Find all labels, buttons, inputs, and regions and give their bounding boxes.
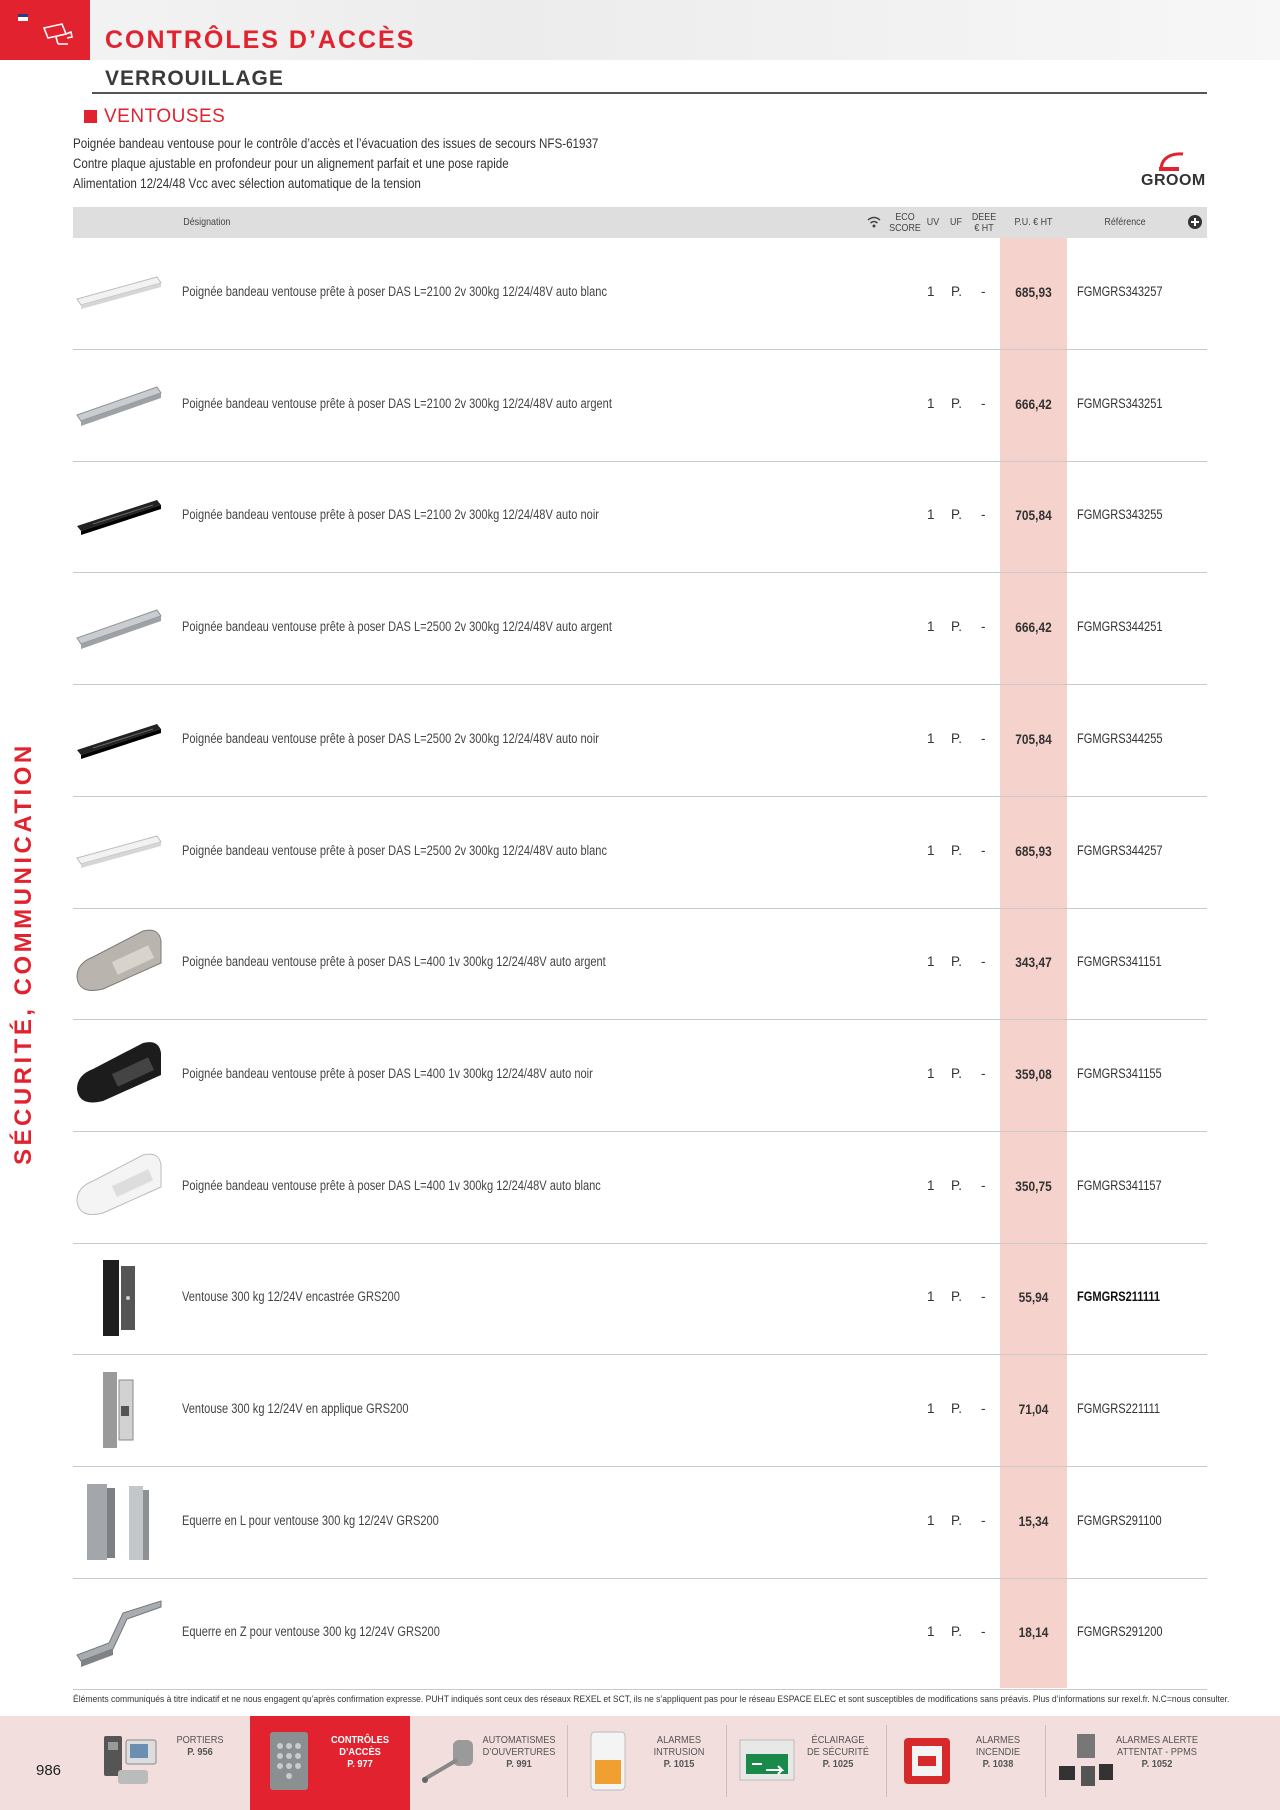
product-uf: P. (951, 1624, 963, 1640)
product-image (73, 365, 163, 445)
footer-nav-item[interactable] (1047, 1716, 1207, 1810)
product-reference[interactable]: FGMGRS343257 (1077, 284, 1163, 299)
section-title: VENTOUSES (104, 106, 226, 127)
product-designation: Ventouse 300 kg 12/24V en applique GRS200 (182, 1401, 409, 1416)
product-designation: Poignée bandeau ventouse prête à poser DAS L=2500 2v 300kg 12/24/48V auto noir (182, 730, 599, 746)
product-reference[interactable]: FGMGRS344251 (1077, 619, 1163, 635)
footer-nav-line1: ALARMES ALERTE (1115, 1734, 1199, 1746)
product-uv: 1 (927, 842, 935, 858)
product-deee: - (981, 954, 986, 970)
product-image (73, 700, 163, 780)
table-row[interactable] (73, 1355, 1207, 1467)
footer-nav-line1: ÉCLAIRAGE (811, 1734, 865, 1746)
footer-nav-line2: ATTENTAT - PPMS (1117, 1746, 1197, 1758)
section-description-line: Alimentation 12/24/48 Vcc avec sélection automatique de la tension (73, 176, 421, 191)
footer-separator (886, 1725, 887, 1797)
product-designation: Poignée bandeau ventouse prête à poser DAS L=400 1v 300kg 12/24/48V auto noir (182, 1065, 593, 1081)
product-deee: - (981, 1065, 986, 1081)
product-price: 359,08 (1015, 1065, 1052, 1082)
exit-sign-icon (736, 1730, 796, 1792)
table-row[interactable] (73, 685, 1207, 797)
product-uv: 1 (927, 954, 935, 970)
table-row[interactable] (73, 1020, 1207, 1132)
table-row[interactable] (73, 1578, 1207, 1690)
product-reference[interactable]: FGMGRS343251 (1077, 395, 1163, 411)
product-uv: 1 (927, 1512, 935, 1528)
footer-nav-page: P. 991 (506, 1758, 532, 1770)
page-number: 986 (36, 1762, 62, 1779)
footer-nav-label (316, 1734, 404, 1770)
product-image (73, 588, 163, 668)
footer-nav-label (1113, 1734, 1201, 1770)
product-price: 15,34 (1018, 1512, 1049, 1529)
product-uf: P. (951, 842, 963, 858)
footer-nav-label (794, 1734, 882, 1770)
product-designation: Poignée bandeau ventouse prête à poser DAS L=2100 2v 300kg 12/24/48V auto noir (182, 507, 599, 523)
footer-nav-label (475, 1734, 563, 1770)
product-image (73, 1593, 163, 1673)
cctv-camera-icon (40, 22, 74, 46)
keypad-icon (258, 1730, 318, 1792)
footer-separator (726, 1725, 727, 1797)
section-description-line: Contre plaque ajustable en profondeur pour un alignement parfait et une pose rapide (73, 156, 509, 171)
footer-nav-line2: INTRUSION (653, 1746, 704, 1758)
product-price: 350,75 (1015, 1177, 1052, 1194)
product-uf: P. (951, 1289, 963, 1305)
col-header-reference: Référence (1104, 216, 1146, 228)
footer-nav-item[interactable] (569, 1716, 729, 1810)
product-price: 705,84 (1015, 730, 1052, 747)
product-uv: 1 (927, 1177, 935, 1193)
product-uf: P. (951, 954, 963, 970)
product-price: 343,47 (1015, 954, 1052, 971)
footer-nav-line2: INCENDIE (975, 1746, 1020, 1758)
product-uv: 1 (927, 1401, 935, 1416)
product-deee: - (981, 730, 986, 746)
siren-icon (577, 1730, 637, 1792)
product-deee: - (981, 507, 986, 523)
product-uv: 1 (927, 619, 935, 635)
footer-nav-item[interactable] (250, 1716, 410, 1810)
product-designation: Ventouse 300 kg 12/24V encastrée GRS200 (182, 1289, 400, 1305)
product-reference[interactable]: FGMGRS341151 (1077, 954, 1162, 970)
table-row[interactable] (73, 1243, 1207, 1355)
section-bullet (84, 110, 97, 123)
product-image (73, 476, 163, 556)
col-header-designation: Désignation (183, 216, 231, 228)
product-image (73, 1370, 163, 1450)
wifi-icon (867, 216, 881, 228)
product-reference[interactable]: FGMGRS341155 (1077, 1065, 1162, 1081)
page-subtitle: VERROUILLAGE (105, 67, 284, 90)
footer-nav-page: P. 1052 (1141, 1758, 1173, 1770)
col-header-eco-score: ECO SCORE (889, 210, 921, 234)
product-deee: - (981, 284, 986, 299)
col-header-uf: UF (950, 216, 962, 228)
product-reference[interactable]: FGMGRS343255 (1077, 507, 1163, 523)
brand-name: GROOM (1141, 172, 1206, 189)
product-deee: - (981, 1289, 986, 1305)
footer-nav-line1: AUTOMATISMES (482, 1734, 556, 1746)
footer-nav-line1: PORTIERS (176, 1734, 224, 1746)
product-designation: Poignée bandeau ventouse prête à poser DAS L=2500 2v 300kg 12/24/48V auto argent (182, 619, 612, 635)
product-designation: Poignée bandeau ventouse prête à poser DAS L=2100 2v 300kg 12/24/48V auto blanc (182, 284, 607, 299)
fire-call-point-icon (896, 1730, 956, 1792)
product-reference[interactable]: FGMGRS341157 (1077, 1177, 1162, 1193)
page-title: CONTRÔLES D’ACCÈS (105, 26, 416, 54)
product-deee: - (981, 1177, 986, 1193)
footer-nav-label (635, 1734, 723, 1770)
product-reference[interactable]: FGMGRS221111 (1077, 1401, 1161, 1416)
product-image (73, 1035, 163, 1115)
product-deee: - (981, 1624, 986, 1640)
product-price: 666,42 (1015, 395, 1052, 412)
intercom-icon (98, 1730, 158, 1792)
table-row[interactable] (73, 573, 1207, 685)
product-reference[interactable]: FGMGRS291100 (1077, 1512, 1162, 1528)
footer-nav-item[interactable] (888, 1716, 1048, 1810)
product-uf: P. (951, 1401, 963, 1416)
product-price: 55,94 (1018, 1289, 1049, 1306)
product-uf: P. (951, 619, 963, 635)
col-header-deee: DEEE € HT (971, 210, 997, 234)
footer-nav-label (954, 1734, 1042, 1770)
product-designation: Poignée bandeau ventouse prête à poser DAS L=400 1v 300kg 12/24/48V auto argent (182, 954, 606, 970)
product-uf: P. (951, 395, 963, 411)
product-designation: Equerre en Z pour ventouse 300 kg 12/24V GRS200 (182, 1624, 440, 1640)
footer-nav-item[interactable] (90, 1716, 250, 1810)
product-price: 705,84 (1015, 507, 1052, 524)
product-uf: P. (951, 507, 963, 523)
footer-nav-line2: D’OUVERTURES (482, 1746, 556, 1758)
col-header-price: P.U. € HT (1014, 216, 1053, 228)
table-row[interactable] (73, 1467, 1207, 1579)
product-designation: Poignée bandeau ventouse prête à poser DAS L=400 1v 300kg 12/24/48V auto blanc (182, 1177, 601, 1193)
footer-nav-page: P. 1025 (822, 1758, 854, 1770)
product-uf: P. (951, 284, 963, 299)
disclaimer: Éléments communiqués à titre indicatif et ne nous engagent qu’après confirmation expresse. PUHT indiqués sont ceux des réseaux REXEL et SCT, ils ne s’appliquent pas pour le réseau ESPACE ELEC et sont susceptibles de modifications sans préavis. Plus d’informations sur rexel.fr. N.C=nous consulter. (73, 1694, 1230, 1705)
footer-separator (567, 1725, 568, 1797)
product-deee: - (981, 1401, 986, 1416)
footer-nav-item[interactable] (728, 1716, 888, 1810)
product-image (73, 253, 163, 333)
col-header-uv: UV (926, 216, 940, 228)
product-reference[interactable]: FGMGRS344255 (1077, 730, 1163, 746)
product-image (73, 923, 163, 1003)
product-uv: 1 (927, 1065, 935, 1081)
side-category-label: SÉCURITÉ, COMMUNICATION (10, 742, 37, 1165)
section-description-line: Poignée bandeau ventouse pour le contrôle d’accès et l’évacuation des issues de secours NFS-61937 (73, 136, 599, 151)
footer-nav-item[interactable] (409, 1716, 569, 1810)
footer-nav-line1: CONTRÔLES (330, 1734, 389, 1746)
table-row[interactable] (73, 797, 1207, 909)
product-uv: 1 (927, 730, 935, 746)
product-image (73, 1482, 163, 1562)
groom-logo-icon (1157, 150, 1187, 172)
table-row[interactable] (73, 350, 1207, 462)
footer-nav-line1: ALARMES (656, 1734, 701, 1746)
product-uf: P. (951, 1065, 963, 1081)
product-deee: - (981, 619, 986, 635)
product-price: 685,93 (1015, 842, 1052, 859)
product-uv: 1 (927, 1289, 935, 1305)
gate-motor-icon (417, 1730, 477, 1792)
product-uf: P. (951, 1512, 963, 1528)
product-designation: Equerre en L pour ventouse 300 kg 12/24V GRS200 (182, 1512, 439, 1528)
flag-icon (18, 14, 28, 24)
product-uv: 1 (927, 1624, 935, 1640)
product-image (73, 1258, 163, 1338)
product-reference[interactable]: FGMGRS211111 (1077, 1289, 1161, 1305)
footer-nav-label (156, 1734, 244, 1758)
table-row[interactable] (73, 238, 1207, 350)
product-designation: Poignée bandeau ventouse prête à poser DAS L=2100 2v 300kg 12/24/48V auto argent (182, 395, 612, 411)
table-row[interactable] (73, 461, 1207, 573)
table-row[interactable] (73, 1132, 1207, 1244)
product-deee: - (981, 1512, 986, 1528)
product-reference[interactable]: FGMGRS344257 (1077, 842, 1163, 858)
footer-nav-page: P. 1015 (663, 1758, 694, 1770)
product-price: 685,93 (1015, 284, 1052, 300)
product-deee: - (981, 842, 986, 858)
product-uv: 1 (927, 395, 935, 411)
footer-nav-page: P. 977 (346, 1758, 373, 1770)
footer-nav-page: P. 956 (187, 1746, 213, 1758)
product-uv: 1 (927, 507, 935, 523)
alert-system-icon (1055, 1730, 1115, 1792)
product-image (73, 812, 163, 892)
header-rule (92, 92, 1207, 94)
brand-logo (1135, 150, 1210, 192)
product-reference[interactable]: FGMGRS291200 (1077, 1624, 1163, 1640)
add-circle-icon[interactable] (1187, 214, 1203, 230)
product-uf: P. (951, 1177, 963, 1193)
footer-nav-line2: DE SÉCURITÉ (806, 1746, 870, 1758)
product-price: 71,04 (1018, 1401, 1049, 1417)
footer-separator (1045, 1725, 1046, 1797)
header-red-tab (0, 0, 90, 60)
footer-nav-line2: D’ACCÈS (338, 1746, 381, 1758)
footer-nav-line1: ALARMES (975, 1734, 1020, 1746)
footer-nav-page: P. 1038 (982, 1758, 1013, 1770)
product-uf: P. (951, 730, 963, 746)
product-price: 666,42 (1015, 619, 1052, 636)
product-price: 18,14 (1018, 1624, 1049, 1641)
product-uv: 1 (927, 284, 935, 299)
product-image (73, 1147, 163, 1227)
table-row[interactable] (73, 908, 1207, 1020)
product-deee: - (981, 395, 986, 411)
product-designation: Poignée bandeau ventouse prête à poser DAS L=2500 2v 300kg 12/24/48V auto blanc (182, 842, 607, 858)
